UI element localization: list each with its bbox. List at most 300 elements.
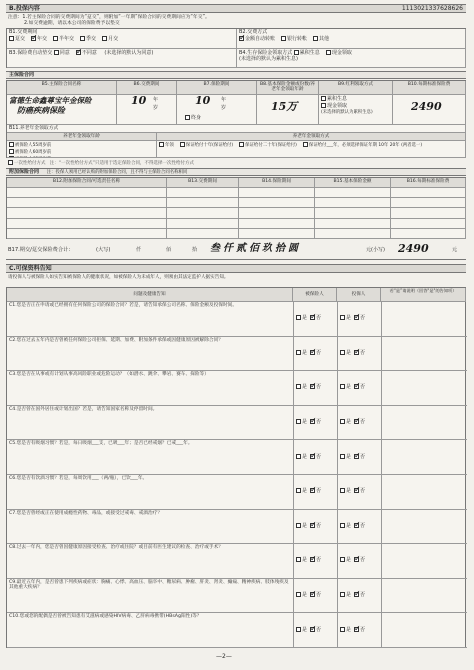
rider-cell[interactable] — [239, 229, 315, 239]
applicant-yes — [340, 592, 351, 599]
dividend-note: (未选择的默认为累积生息) — [321, 109, 373, 115]
rider-cell[interactable] — [315, 219, 391, 229]
question-row-c4 — [7, 406, 467, 441]
insured-no — [310, 488, 321, 495]
column-divider — [337, 337, 338, 371]
unit-yuan: 元 — [452, 247, 458, 253]
insured-no-checkbox[interactable] — [310, 419, 315, 424]
insured-yes-checkbox[interactable] — [296, 454, 301, 459]
rider-grid — [6, 177, 466, 239]
question-text: C8.过去一年内，您是否曾因健康原因接受检查、治疗或住院？或目前有医生建议的检查、治疗或手术？ — [9, 545, 223, 551]
column-divider — [337, 613, 338, 647]
b3-option-0 — [54, 50, 70, 57]
detail-cell[interactable] — [381, 371, 467, 405]
b4-option-1 — [326, 50, 352, 57]
applicant-yes-label: 是 — [346, 522, 352, 529]
applicant-no-checkbox[interactable] — [354, 350, 359, 355]
b6-value[interactable] — [117, 95, 177, 125]
insured-yes-checkbox[interactable] — [296, 557, 301, 562]
insured-no-checkbox[interactable] — [310, 454, 315, 459]
question-text: C5.您是否有吸烟习惯？若是，每日吸烟___支，已吸___年；是否已经戒烟？已戒___年。 — [9, 441, 193, 447]
applicant-no-label: 否 — [360, 592, 366, 599]
pension-type-3 — [303, 142, 422, 148]
b8-value[interactable] — [257, 95, 319, 125]
dividend-option-1 — [321, 103, 347, 110]
applicant-answer — [340, 315, 371, 322]
applicant-yes — [340, 419, 351, 426]
insured-yes-label: 是 — [302, 453, 308, 460]
column-divider — [337, 302, 338, 336]
applicant-no-checkbox[interactable] — [354, 627, 359, 632]
insured-yes — [296, 454, 307, 461]
insured-answer — [296, 557, 327, 564]
question-text: C7.您是否曾经或正在使用成瘾性药物、毒品，或接受过戒毒、戒酒治疗？ — [9, 510, 163, 516]
column-divider — [293, 337, 294, 371]
pension-type-0 — [159, 142, 174, 148]
insured-no — [310, 627, 321, 634]
applicant-answer — [340, 592, 371, 599]
applicant-no-checkbox[interactable] — [354, 315, 359, 320]
applicant-no-checkbox[interactable] — [354, 454, 359, 459]
column-divider — [337, 579, 338, 613]
col-b5: B5.主保险合同名称 — [7, 81, 117, 95]
applicant-yes-checkbox[interactable] — [340, 627, 345, 632]
b4-label: B4.生存保险金领取方式 — [239, 50, 293, 56]
insured-no-label: 否 — [316, 522, 322, 529]
col-b16: B16.每期标准保险费 — [391, 178, 466, 188]
applicant-yes-label: 是 — [346, 349, 352, 356]
detail-cell[interactable] — [381, 544, 467, 578]
applicant-answer — [340, 523, 371, 530]
column-divider — [293, 406, 294, 440]
insured-yes-checkbox[interactable] — [296, 523, 301, 528]
col-b6: B6.交费期间 — [117, 81, 177, 95]
insured-no-checkbox[interactable] — [310, 488, 315, 493]
applicant-no-checkbox[interactable] — [354, 419, 359, 424]
b2-option-2-label: 其他 — [319, 35, 330, 42]
applicant-no — [354, 315, 365, 322]
applicant-answer — [340, 384, 371, 391]
b2-option-2 — [313, 36, 329, 43]
col-b9: B9.红利领取方式 — [319, 81, 393, 95]
insured-no-checkbox[interactable] — [310, 627, 315, 632]
b4-note: (未选择的默认为累积生息) — [239, 55, 298, 62]
total-handwritten-amount[interactable]: 2490 — [398, 242, 429, 255]
insured-yes — [296, 557, 307, 564]
applicant-no-checkbox[interactable] — [354, 384, 359, 389]
insured-no-checkbox[interactable] — [310, 523, 315, 528]
unit-qian: 仟 — [136, 247, 142, 253]
lifelong-checkbox[interactable] — [185, 115, 190, 120]
applicant-no — [354, 627, 365, 634]
column-divider — [337, 371, 338, 405]
rider-cell[interactable] — [7, 188, 167, 198]
pension-age-2-checkbox[interactable] — [9, 156, 14, 159]
b7-value[interactable] — [177, 95, 257, 125]
pay-mode-0 — [9, 36, 25, 43]
applicant-answer — [340, 350, 371, 357]
applicant-no-checkbox[interactable] — [354, 557, 359, 562]
pay-mode-3-label: 季交 — [86, 35, 97, 42]
question-row-c8 — [7, 544, 467, 579]
rider-cell[interactable] — [7, 219, 167, 229]
insured-no — [310, 523, 321, 530]
insured-yes-checkbox[interactable] — [296, 627, 301, 632]
column-divider — [293, 613, 294, 647]
insured-no-label: 否 — [316, 384, 322, 391]
insured-yes — [296, 315, 307, 322]
pension-age-2 — [9, 156, 79, 159]
applicant-yes-label: 是 — [346, 592, 352, 599]
pay-mode-1-checkbox[interactable] — [31, 36, 36, 41]
section-b-title: B.投保内容 1113021337628626 — [6, 4, 466, 13]
dividend-option-0 — [321, 96, 347, 103]
question-text: C10.您或您的配偶是否曾被告知患有艾滋病或感染HIV病毒、乙肝病毒携带(HBsAg阳性)等？ — [9, 614, 202, 620]
rider-cell[interactable] — [239, 188, 315, 198]
rider-cell[interactable] — [167, 219, 239, 229]
applicant-yes-checkbox[interactable] — [340, 592, 345, 597]
b11-label: B11.养老年金领取方式 — [7, 125, 466, 133]
b4-option-0-checkbox[interactable] — [294, 50, 299, 55]
insured-no-label: 否 — [316, 626, 322, 633]
applicant-yes — [340, 627, 351, 634]
insured-no-label: 否 — [316, 453, 322, 460]
applicant-no-label: 否 — [360, 557, 366, 564]
pay-mode-2-label: 半年交 — [59, 35, 75, 42]
form-page — [6, 4, 468, 666]
rider-cell[interactable] — [167, 198, 239, 208]
question-row-c2 — [7, 337, 467, 372]
applicant-no-label: 否 — [360, 419, 366, 426]
insured-yes — [296, 627, 307, 634]
serial-number: 1113021337628626 — [401, 5, 463, 12]
pension-age-1-checkbox[interactable] — [9, 149, 14, 154]
contract-name-handwritten: 富德生命鑫尊宝年金保险 — [9, 96, 92, 105]
rider-cell[interactable] — [315, 208, 391, 218]
rider-cell[interactable] — [391, 188, 466, 198]
rider-cell[interactable] — [315, 198, 391, 208]
detail-cell[interactable] — [381, 302, 467, 336]
applicant-yes-checkbox[interactable] — [340, 523, 345, 528]
rider-cell[interactable] — [315, 188, 391, 198]
insured-yes — [296, 419, 307, 426]
period-handwritten: 10 — [195, 95, 211, 107]
applicant-no — [354, 454, 365, 461]
applicant-no-checkbox[interactable] — [354, 523, 359, 528]
applicant-answer — [340, 627, 371, 634]
detail-cell[interactable] — [381, 475, 467, 509]
rider-cell[interactable] — [391, 229, 466, 239]
insured-yes — [296, 488, 307, 495]
pension-type-0-label: 年领 — [165, 143, 174, 148]
insured-no-label: 否 — [316, 315, 322, 322]
applicant-no-label: 否 — [360, 315, 366, 322]
b3-label: B3.保险费自动垫交 — [9, 50, 53, 56]
insured-no — [310, 454, 321, 461]
lump-sum-checkbox[interactable] — [8, 160, 13, 165]
detail-cell[interactable] — [381, 440, 467, 474]
dividend-option-1-label: 现金领取 — [327, 102, 348, 109]
rider-cell[interactable] — [391, 219, 466, 229]
question-text: C9.最近五年内，是否曾患下列疾病或症状：胸痛、心悸、高血压、脑卒中、糖尿病、肿瘤、肝炎、肾炎、癫痫、精神疾病、肢体残疾及其他重大疾病？ — [9, 579, 289, 591]
contract-name-handwritten-2: 防癌疾病保险 — [17, 105, 65, 115]
pay-unit-year: 年 — [153, 97, 159, 103]
column-divider — [293, 302, 294, 336]
insured-no-checkbox[interactable] — [310, 557, 315, 562]
insured-no — [310, 315, 321, 322]
unit-xiaoxie: 元(小写) — [366, 247, 385, 253]
question-row-c7 — [7, 510, 467, 545]
pay-years-handwritten: 10 — [131, 95, 147, 107]
column-divider — [337, 544, 338, 578]
applicant-no — [354, 384, 365, 391]
dividend-option-1-checkbox[interactable] — [321, 103, 326, 108]
col-b15: B15.基本保险金额 — [315, 178, 391, 188]
insured-yes-label: 是 — [302, 419, 308, 426]
applicant-yes — [340, 315, 351, 322]
insured-no-checkbox[interactable] — [310, 384, 315, 389]
rider-cell[interactable] — [239, 198, 315, 208]
payment-options-grid — [6, 28, 466, 68]
insured-yes-checkbox[interactable] — [296, 488, 301, 493]
insured-yes-checkbox[interactable] — [296, 350, 301, 355]
b3-option-1 — [76, 50, 97, 57]
rider-cell[interactable] — [167, 229, 239, 239]
col-b14: B14.保险期间 — [239, 178, 315, 188]
rider-cell[interactable] — [167, 188, 239, 198]
pension-type-3-checkbox[interactable] — [303, 142, 308, 147]
column-divider — [293, 475, 294, 509]
column-divider — [293, 440, 294, 474]
note-1: 注意：1.若主保险合同的交费期间为“趸交”，则附加“一年期”保险合同的交费期间应为“年交”。 — [8, 15, 210, 20]
rider-cell[interactable] — [391, 208, 466, 218]
applicant-yes-label: 是 — [346, 626, 352, 633]
pension-type-0-checkbox[interactable] — [159, 142, 164, 147]
insured-yes-label: 是 — [302, 315, 308, 322]
applicant-no — [354, 419, 365, 426]
col-b7: B7.保险期间 — [177, 81, 257, 95]
b9-value — [319, 95, 393, 125]
pay-mode-2-checkbox[interactable] — [53, 36, 58, 41]
insured-answer — [296, 592, 327, 599]
rider-cell[interactable] — [7, 229, 167, 239]
applicant-yes-label: 是 — [346, 453, 352, 460]
col-b10: B10.每期标准保险费 — [393, 81, 466, 95]
rider-cell[interactable] — [315, 229, 391, 239]
insured-no-label: 否 — [316, 488, 322, 495]
b3-cell — [7, 49, 237, 68]
insured-yes-label: 是 — [302, 384, 308, 391]
applicant-yes-checkbox[interactable] — [340, 454, 345, 459]
applicant-no — [354, 350, 365, 357]
pay-mode-4-checkbox[interactable] — [102, 36, 107, 41]
pension-type-2-label: 保证给付二十年(保证给付) — [245, 143, 297, 148]
period-lifelong: 终身 — [185, 115, 201, 122]
rider-cell[interactable] — [167, 208, 239, 218]
column-divider — [337, 510, 338, 544]
column-divider — [293, 579, 294, 613]
b1-label: B1.交费期间 — [9, 29, 38, 35]
b5-value[interactable] — [7, 95, 117, 125]
applicant-yes-label: 是 — [346, 419, 352, 426]
pension-age-0-label: 被保险人55周岁前 — [15, 143, 52, 148]
col-insured: 被保险人 — [293, 288, 337, 302]
rider-note: 注：投保人须用已经认购的附加保险合同，且不得与主保险合同名称相同 — [46, 170, 188, 175]
pay-mode-1 — [31, 36, 47, 43]
detail-cell[interactable] — [381, 510, 467, 544]
pay-mode-3-checkbox[interactable] — [80, 36, 85, 41]
b2-option-1-checkbox[interactable] — [281, 36, 286, 41]
pay-mode-1-label: 年交 — [37, 35, 48, 42]
col-b13: B13.交费期间 — [167, 178, 239, 188]
insured-answer — [296, 315, 327, 322]
insured-yes-label: 是 — [302, 522, 308, 529]
detail-cell[interactable] — [381, 337, 467, 371]
amount-handwritten: 15万 — [271, 100, 298, 113]
insured-answer — [296, 350, 327, 357]
col-b12: B12.附加保险合同/可选责任名称 — [7, 178, 167, 188]
b3-option-1-label: 不同意 — [81, 50, 97, 56]
applicant-no-label: 否 — [360, 626, 366, 633]
insured-yes — [296, 592, 307, 599]
pay-mode-0-checkbox[interactable] — [9, 36, 14, 41]
insured-no-label: 否 — [316, 419, 322, 426]
applicant-no — [354, 557, 365, 564]
b3-option-0-label: 同意 — [59, 50, 70, 56]
pension-note: 一次性给付方式 注：“一次性给付方式”只适用于选定保险合同，不得选择一次性给付方式 — [8, 160, 464, 166]
applicant-yes — [340, 557, 351, 564]
total-handwritten-text[interactable]: 叁仟贰佰玖拾圆 — [210, 243, 301, 254]
pension-type-1-checkbox[interactable] — [180, 142, 185, 147]
applicant-no-checkbox[interactable] — [354, 488, 359, 493]
pension-type-3-label: 保证给付___年，必须选择保证年期 10年 20年 (两者选一) — [308, 143, 423, 148]
disclosure-grid — [6, 287, 466, 648]
b4-option-0-label: 累积生息 — [299, 50, 320, 56]
applicant-no-label: 否 — [360, 488, 366, 495]
main-contract-title: 主保险合同 — [6, 71, 466, 79]
applicant-no — [354, 488, 365, 495]
col-applicant: 投保人 — [337, 288, 381, 302]
insured-answer — [296, 627, 327, 634]
detail-cell[interactable] — [381, 579, 467, 613]
rider-cell[interactable] — [239, 219, 315, 229]
applicant-yes-label: 是 — [346, 315, 352, 322]
b2-option-0-label: 金额自动转账 — [245, 35, 276, 42]
b3-option-1-checkbox[interactable] — [76, 50, 81, 55]
applicant-yes-label: 是 — [346, 384, 352, 391]
question-row-c9 — [7, 579, 467, 614]
b10-value[interactable] — [393, 95, 466, 125]
insured-yes-checkbox[interactable] — [296, 592, 301, 597]
pension-age-0 — [9, 142, 79, 148]
applicant-yes-checkbox[interactable] — [340, 419, 345, 424]
col-question: 问题及健康告知 — [7, 288, 293, 302]
applicant-yes-checkbox[interactable] — [340, 384, 345, 389]
insured-no-checkbox[interactable] — [310, 315, 315, 320]
b2-cell — [237, 29, 466, 49]
pension-type-header: 养老年金领取方式 — [157, 133, 466, 141]
insured-no — [310, 592, 321, 599]
pay-mode-4-label: 月交 — [108, 35, 119, 42]
insured-no-label: 否 — [316, 592, 322, 599]
applicant-no-label: 否 — [360, 349, 366, 356]
question-text: C4.是否曾在国外居住或计划出国？若是，请告知国家名称及停留时间。 — [9, 406, 158, 412]
pension-type-2-checkbox[interactable] — [239, 142, 244, 147]
pension-type-2 — [239, 142, 297, 148]
applicant-no-label: 否 — [360, 384, 366, 391]
detail-cell[interactable] — [381, 406, 467, 440]
insured-no — [310, 350, 321, 357]
insured-answer — [296, 488, 327, 495]
pension-ages — [7, 141, 157, 158]
pay-mode-4 — [102, 36, 118, 43]
applicant-no-checkbox[interactable] — [354, 592, 359, 597]
main-contract-grid — [6, 80, 466, 158]
insured-no-label: 否 — [316, 557, 322, 564]
applicant-answer — [340, 454, 371, 461]
applicant-yes-checkbox[interactable] — [340, 350, 345, 355]
insured-yes-checkbox[interactable] — [296, 384, 301, 389]
insured-no-checkbox[interactable] — [310, 592, 315, 597]
insured-yes-checkbox[interactable] — [296, 419, 301, 424]
insured-answer — [296, 523, 327, 530]
applicant-yes — [340, 523, 351, 530]
question-text: C3.您是否在从事或有计划从事高风险职业或危险运动？（如潜水、跳伞、攀岩、赛车、探险等） — [9, 372, 209, 378]
b2-option-1-label: 银行转帐 — [287, 35, 308, 42]
applicant-yes-checkbox[interactable] — [340, 488, 345, 493]
insured-yes-checkbox[interactable] — [296, 315, 301, 320]
b3-option-0-checkbox[interactable] — [54, 50, 59, 55]
b4-option-1-checkbox[interactable] — [326, 50, 331, 55]
insured-no-checkbox[interactable] — [310, 350, 315, 355]
page-number: —2— — [216, 653, 232, 660]
b2-option-0 — [239, 36, 275, 43]
b1-cell — [7, 29, 237, 49]
question-text: C1.您是否正在申请或已经拥有任何保险公司的保险合同？若是，请告知承保公司名称、保险金额及投保时间。 — [9, 303, 238, 308]
dividend-option-0-checkbox[interactable] — [321, 96, 326, 101]
question-text: C2.您在过去五年内是否曾被任何保险公司拒保、延期、加费、附加条件承保或因健康原因被解除合同？ — [9, 337, 223, 343]
b2-option-0-checkbox[interactable] — [239, 36, 244, 41]
pay-mode-0-label: 趸交 — [15, 35, 26, 42]
total-cny: (大写) — [96, 247, 111, 253]
applicant-yes — [340, 454, 351, 461]
question-row-c3 — [7, 371, 467, 406]
section-c-intro: 请投保人与被保险人如实告知被保险人的健康状况，如被保险人为未成年人，则须由其法定监护人据实告知。 — [8, 275, 229, 280]
column-divider — [337, 440, 338, 474]
insured-answer — [296, 454, 327, 461]
rider-cell[interactable] — [7, 208, 167, 218]
note-2: 2.如交费逾期，请以本公司的保险费予以垫交 — [24, 21, 120, 26]
detail-cell[interactable] — [381, 613, 467, 647]
applicant-yes-checkbox[interactable] — [340, 557, 345, 562]
rider-cell[interactable] — [239, 208, 315, 218]
applicant-yes — [340, 384, 351, 391]
question-row-c6 — [7, 475, 467, 510]
insured-yes — [296, 384, 307, 391]
b2-option-2-checkbox[interactable] — [313, 36, 318, 41]
rider-cell[interactable] — [7, 198, 167, 208]
b2-label: B2.交费方式 — [239, 29, 268, 35]
applicant-yes-checkbox[interactable] — [340, 315, 345, 320]
insured-answer — [296, 419, 327, 426]
pension-age-0-checkbox[interactable] — [9, 142, 14, 147]
question-row-c5 — [7, 440, 467, 475]
rider-cell[interactable] — [391, 198, 466, 208]
pay-mode-3 — [80, 36, 96, 43]
unit-shi: 拾 — [192, 247, 198, 253]
pay-unit-age: 岁 — [153, 105, 159, 111]
rider-title: 附加保险合同 注：投保人须用已经认购的附加保险合同，且不得与主保险合同名称相同 — [6, 168, 466, 176]
